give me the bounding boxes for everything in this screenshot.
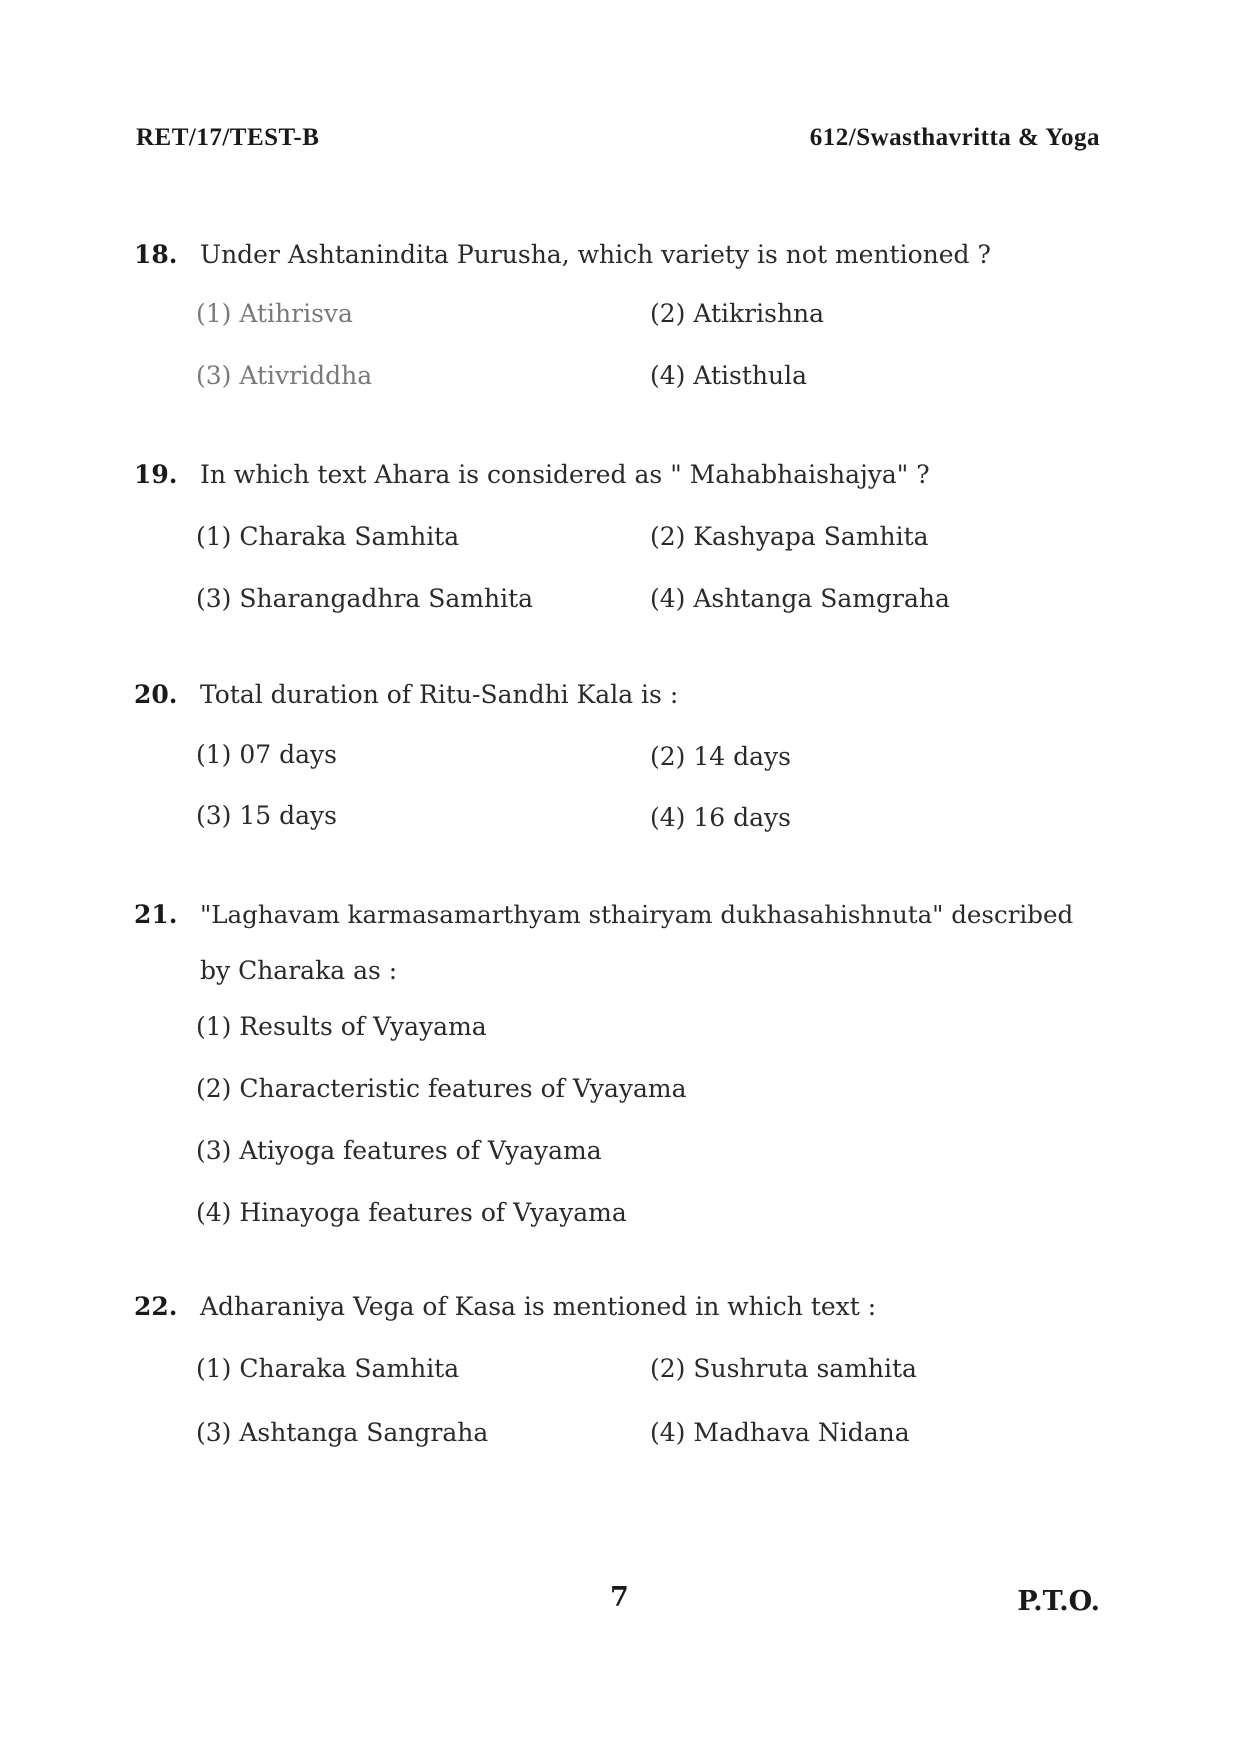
option-3: (3) Ativriddha <box>196 361 373 390</box>
option-3: (3) Ashtanga Sangraha <box>196 1418 489 1447</box>
option-2: (2) Characteristic features of Vyayama <box>196 1074 687 1103</box>
option-3: (3) 15 days <box>196 801 337 830</box>
page-number: 7 <box>610 1582 629 1613</box>
question-text: Adharaniya Vega of Kasa is mentioned in which text : <box>200 1292 877 1321</box>
option-1: (1) Charaka Samhita <box>196 1354 460 1383</box>
option-2: (2) 14 days <box>650 742 791 771</box>
question-number: 19. <box>134 460 178 489</box>
option-4: (4) Madhava Nidana <box>650 1418 910 1447</box>
option-4: (4) Hinayoga features of Vyayama <box>196 1198 627 1227</box>
question-number: 22. <box>134 1292 178 1321</box>
option-2: (2) Kashyapa Samhita <box>650 522 929 551</box>
option-1: (1) Results of Vyayama <box>196 1012 487 1041</box>
option-2: (2) Atikrishna <box>650 299 825 328</box>
option-4: (4) Ashtanga Samgraha <box>650 584 950 613</box>
question-number: 20. <box>134 680 178 709</box>
option-4: (4) Atisthula <box>650 361 807 390</box>
subject-title: 612/Swasthavritta & Yoga <box>809 124 1100 151</box>
question-20 <box>0 680 1240 720</box>
question-21 <box>0 900 1240 990</box>
pto-label: P.T.O. <box>1017 1586 1100 1617</box>
option-2: (2) Sushruta samhita <box>650 1354 917 1383</box>
question-19 <box>0 460 1240 500</box>
option-1: (1) 07 days <box>196 740 337 769</box>
option-3: (3) Atiyoga features of Vyayama <box>196 1136 602 1165</box>
question-22 <box>0 1292 1240 1332</box>
question-number: 21. <box>134 900 178 929</box>
question-text-continued: by Charaka as : <box>200 956 398 985</box>
option-1: (1) Charaka Samhita <box>196 522 460 551</box>
option-1: (1) Atihrisva <box>196 299 353 328</box>
question-text: In which text Ahara is considered as " Mahabhaishajya" ? <box>200 460 930 489</box>
question-text: "Laghavam karmasamarthyam sthairyam dukhasahishnuta" described <box>200 900 1074 929</box>
question-number: 18. <box>134 240 178 269</box>
option-3: (3) Sharangadhra Samhita <box>196 584 534 613</box>
question-text: Total duration of Ritu-Sandhi Kala is : <box>200 680 679 709</box>
question-text: Under Ashtanindita Purusha, which variety is not mentioned ? <box>200 240 991 269</box>
question-18 <box>0 240 1240 280</box>
exam-code: RET/17/TEST-B <box>136 124 320 151</box>
option-4: (4) 16 days <box>650 803 791 832</box>
